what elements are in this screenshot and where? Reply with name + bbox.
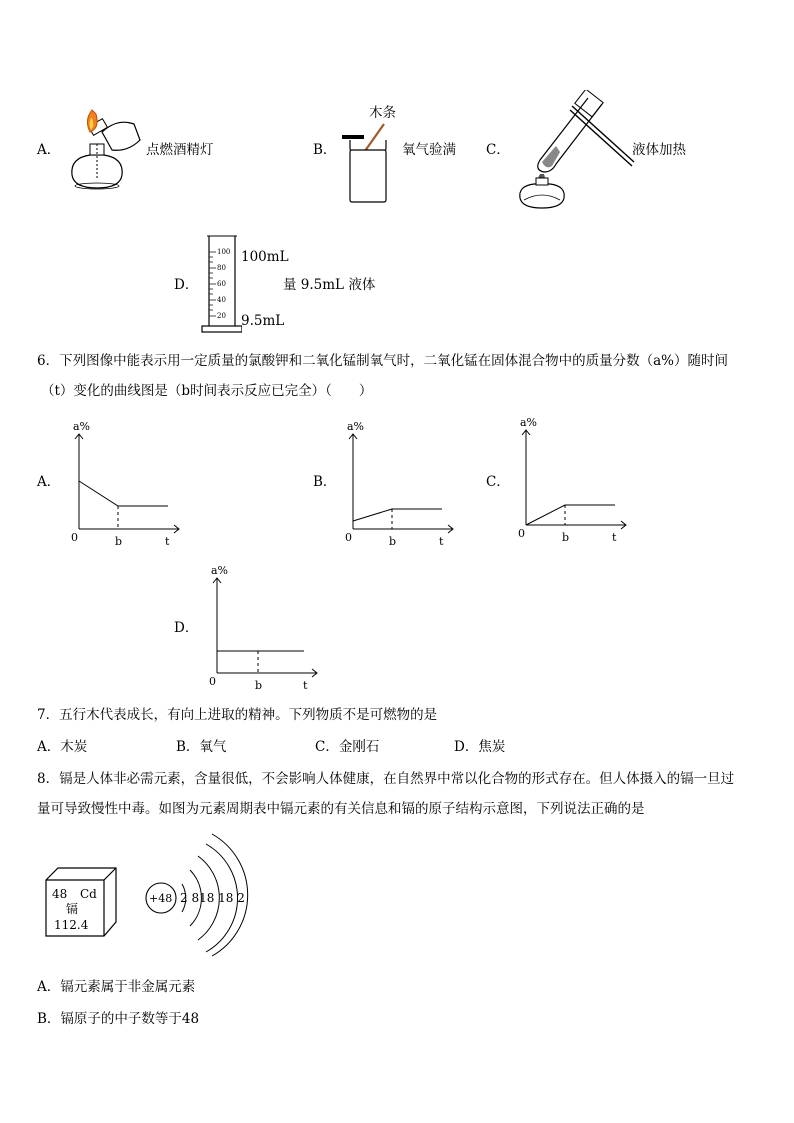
y-axis-label: a% — [520, 416, 538, 429]
line-chart-increasing-nonzero — [336, 418, 461, 550]
element-name: 镉 — [66, 902, 79, 916]
q8-stem — [37, 764, 767, 824]
option-b-label: 氧气验满 — [402, 142, 456, 158]
x-axis-label: t — [439, 535, 444, 548]
option-letter: C． — [486, 142, 510, 158]
y-axis-label: a% — [211, 564, 229, 577]
line-chart-increasing-from-zero — [509, 414, 634, 546]
x-tick-label: b — [255, 679, 263, 692]
cylinder-tick: 20 — [217, 312, 226, 320]
atomic-mass: 112.4 — [54, 918, 89, 932]
line-chart-decreasing — [62, 418, 187, 550]
nucleus-charge: +48 — [149, 892, 173, 905]
q8-stem-line: 量可导致慢性中毒。如图为元素周期表中镉元素的有关信息和镉的原子结构示意图，下列说法正确的是 — [37, 801, 645, 817]
x-axis-label: t — [165, 535, 170, 548]
q8-option-a: A．镉元素属于非金属元素 — [37, 979, 196, 995]
origin-label: 0 — [518, 527, 525, 540]
atomic-structure-diagram — [140, 832, 260, 958]
cylinder-capacity-label: 100mL — [241, 249, 289, 265]
x-axis-label: t — [303, 679, 308, 692]
measuring-cylinder-illustration — [200, 232, 242, 336]
option-letter: B． — [313, 142, 337, 158]
x-tick-label: b — [562, 531, 570, 544]
heating-liquid-illustration — [510, 90, 635, 210]
origin-label: 0 — [345, 531, 352, 544]
q8-stem-line: 8．镉是人体非必需元素，含量很低，不会影响人体健康，在自然界中常以化合物的形式存在。但人体摄入的镉一旦过 — [37, 771, 735, 787]
q7-option-c: C．金刚石 — [315, 739, 380, 755]
cylinder-tick: 40 — [217, 296, 226, 304]
cylinder-tick: 60 — [217, 280, 226, 288]
q7-option-d: D．焦炭 — [454, 739, 506, 755]
q6-stem — [37, 346, 767, 406]
q7-option-a: A．木炭 — [37, 739, 88, 755]
q7-stem: 7．五行木代表成长，有向上进取的精神。下列物质不是可燃物的是 — [37, 707, 438, 723]
cylinder-volume-label: 9.5mL — [241, 313, 285, 329]
option-c-label: 液体加热 — [632, 142, 686, 158]
cylinder-tick: 100 — [217, 248, 231, 256]
x-axis-label: t — [612, 531, 617, 544]
cylinder-tick: 80 — [217, 264, 226, 272]
periodic-table-cell — [42, 866, 122, 942]
q7-option-b: B．氧气 — [176, 739, 227, 755]
element-symbol: Cd — [80, 887, 97, 901]
x-tick-label: b — [115, 535, 123, 548]
origin-label: 0 — [71, 531, 78, 544]
wood-strip-label: 木条 — [369, 105, 396, 121]
oxygen-test-illustration — [338, 118, 398, 206]
y-axis-label: a% — [73, 420, 91, 433]
option-d-label: 量 9.5mL 液体 — [283, 277, 376, 293]
origin-label: 0 — [209, 675, 216, 688]
option-letter: D． — [174, 277, 199, 293]
line-chart-constant — [200, 562, 325, 694]
option-letter: D． — [174, 620, 199, 636]
q6-stem-line: （t）变化的曲线图是（b时间表示反应已完全）（ ） — [41, 383, 373, 399]
x-tick-label: b — [389, 535, 397, 548]
option-letter: B． — [313, 474, 337, 490]
atomic-number: 48 — [52, 887, 68, 901]
option-a-label: 点燃酒精灯 — [146, 142, 214, 158]
y-axis-label: a% — [347, 420, 365, 433]
q6-stem-line: 6．下列图像中能表示用一定质量的氯酸钾和二氧化锰制氧气时，二氧化锰在固体混合物中的质量分数（a%）随时间 — [37, 353, 728, 369]
lighting-alcohol-lamp-illustration — [62, 100, 147, 195]
option-letter: C． — [486, 474, 510, 490]
option-letter: A． — [37, 142, 61, 158]
q8-option-b: B．镉原子的中子数等于48 — [37, 1011, 200, 1027]
option-letter: A． — [37, 474, 61, 490]
electron-shells: 2 818 18 2 — [180, 891, 245, 905]
